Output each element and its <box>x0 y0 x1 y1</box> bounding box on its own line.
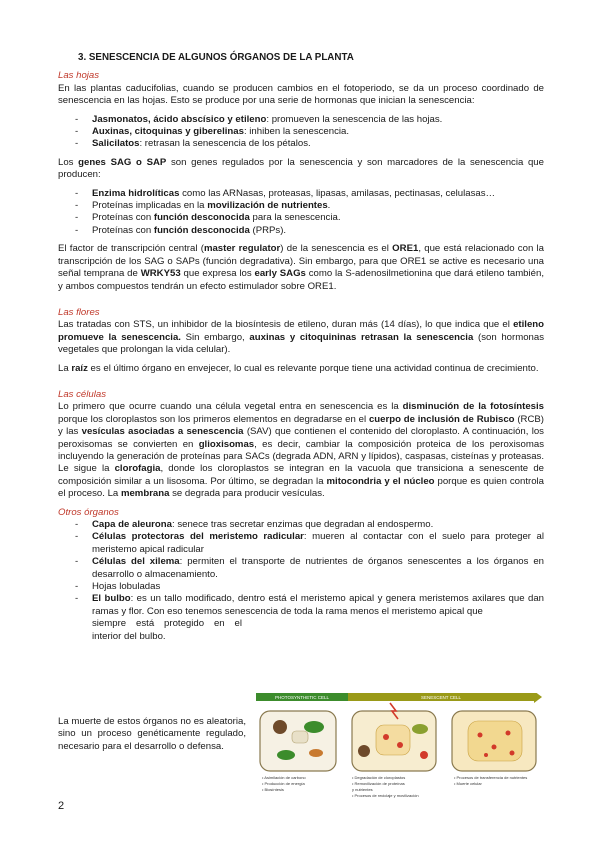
hojas-intro: En las plantas caducifolias, cuando se producen cambios en el fotoperiodo, se da un proceso coordinado de senescencia en las hojas. Esto se produce por una serie de hormonas que inician la senescencia: <box>58 82 544 107</box>
list-item: - Células del xilema: permiten el transporte de nutrientes de órganos senescentes a los órganos en desarrollo o almacenamiento. <box>58 556 544 581</box>
bulbo-continuation: siempre está protegido en el interior del bulbo. <box>92 618 242 642</box>
otros-list <box>58 519 544 618</box>
phase-label-photosynthetic: PHOTOSYNTHETIC CELL <box>275 695 329 700</box>
vesicle-icon <box>383 734 389 740</box>
nucleus-icon <box>273 720 287 734</box>
genes-list <box>58 188 544 238</box>
section-heading: 3. SENESCENCIA DE ALGUNOS ÓRGANOS DE LA PLANTA <box>78 52 354 63</box>
list-item: - Proteínas con función desconocida para la senescencia. <box>58 212 544 224</box>
caption-col3: • Procesos de transferencia de nutrientes • Muerte celular <box>454 775 528 786</box>
document-body <box>58 52 544 643</box>
caption-col1: • Asimilación de carbono • Producción de energía • Biosíntesis <box>262 775 306 792</box>
vesicle-icon <box>510 751 515 756</box>
celulas-paragraph: Lo primero que ocurre cuando una célula vegetal entra en senescencia es la disminución de la fotosíntesis porque los cloroplastos son los primeros elementos en degradarse en el cuerpo de inclusión de Rubisco (RCB) y las vesículas asociadas a senescencia (SAV) que contienen el contenido del cloroplasto. A continuación, los peroxisomas se convierten en glioxisomas, es decir, cambiar la composición proteica de los peroxisomas incluyendo la generación de proteínas para SACs (degrada ADN, ARN y lípidos), caspasas, cisteínas y proteasas. Le sigue la clorofagia, donde los cloroplastos se integran en la vacuola que transiciona a senescente de composición similar a un lisosoma. Por último, se degradan la mitocondria y el núcleo porque es quien controla el proceso. La membrana se degrada para producir vesículas. <box>58 401 545 500</box>
vesicle-icon <box>420 751 428 759</box>
vacuole-icon <box>468 721 522 761</box>
page-number: 2 <box>58 800 65 812</box>
vesicle-icon <box>397 742 403 748</box>
vesicle-icon <box>478 733 483 738</box>
hormone-list <box>58 114 544 151</box>
subsection-title-hojas: Las hojas <box>58 70 100 82</box>
list-item: - Células protectoras del meristemo radicular: mueren al contactar con el suelo para proteger al meristemo apical radicular <box>58 531 544 556</box>
chloroplast-icon <box>304 721 324 733</box>
list-item: - Auxinas, citoquinas y giberelinas: inhiben la senescencia. <box>58 126 544 138</box>
flores-paragraph: Las tratadas con STS, un inhibidor de la biosíntesis de etileno, duran más (14 días), lo que indica que el etileno promueve la senescencia. Sin embargo, auxinas y citoquininas retrasan la senescencia (son hormonas vegetales que prolongan la vida celular). <box>58 319 544 356</box>
final-paragraph: La muerte de estos órganos no es aleatoria, sino un proceso genéticamente regulado, necesario para el desarrollo o defensa. <box>58 716 246 752</box>
list-item: - Capa de aleurona: senece tras secretar enzimas que degradan al endospermo. <box>58 519 544 531</box>
list-item: - Proteínas implicadas en la movilización de nutrientes. <box>58 200 544 212</box>
mitochondria-icon <box>309 749 323 757</box>
subsection-title-flores: Las flores <box>58 306 100 318</box>
vesicle-icon <box>506 731 511 736</box>
vacuole-icon <box>292 731 308 743</box>
genes-intro: Los genes SAG o SAP son genes regulados por la senescencia y son marcadores de la senescencia que producen: <box>58 156 544 181</box>
senescence-figure <box>256 693 542 801</box>
ore1-paragraph: El factor de transcripción central (master regulator) de la senescencia es el ORE1, que está relacionado con la transcripción de los SAG o SAPs (función degradativa). Sin embargo, para que ORE1 se active es necesario una señal temprana de WRKY53 que expresa los early SAGs como la S-adenosilmetionina que dará etileno también, y ambos compuestos tendrán un efecto estimulador sobre ORE1. <box>58 243 545 292</box>
vacuole-icon <box>376 725 410 755</box>
list-item: - Jasmonatos, ácido abscísico y etileno: promueven la senescencia de las hojas. <box>58 114 544 126</box>
list-item: - El bulbo: es un tallo modificado, dentro está el meristemo apical y genera meristemos axilares que dan ramas y flor. Con eso tenemos senescencia de toda la rama menos el meristemo apical que <box>58 593 544 618</box>
chloroplast-icon <box>412 724 428 734</box>
caption-col2: • Degradación de cloroplastos • Removilización de proteínas y nutrientes • Procesos de reciclaje y movilización <box>352 775 419 798</box>
list-item: - Proteínas con función desconocida (PRPs). <box>58 225 544 237</box>
phase-label-senescent: SENESCENT CELL <box>421 695 461 700</box>
nucleus-icon <box>358 745 370 757</box>
list-item: - Enzima hidrolíticas como las ARNasas, proteasas, lipasas, amilasas, pectinasas, celulasas… <box>58 188 544 200</box>
chloroplast-icon <box>277 750 295 760</box>
phase-arrow-head <box>534 693 542 703</box>
list-item: - Salicilatos: retrasan la senescencia de los pétalos. <box>58 138 544 150</box>
raiz-paragraph: La raíz es el último órgano en envejecer, lo cual es relevante porque tiene una actividad continua de crecimiento. <box>58 362 539 374</box>
vesicle-icon <box>484 753 488 757</box>
vesicle-icon <box>492 745 497 750</box>
list-item: - Hojas lobuladas <box>58 581 544 593</box>
subsection-title-celulas: Las células <box>58 388 106 400</box>
subsection-title-otros: Otros órganos <box>58 506 119 518</box>
